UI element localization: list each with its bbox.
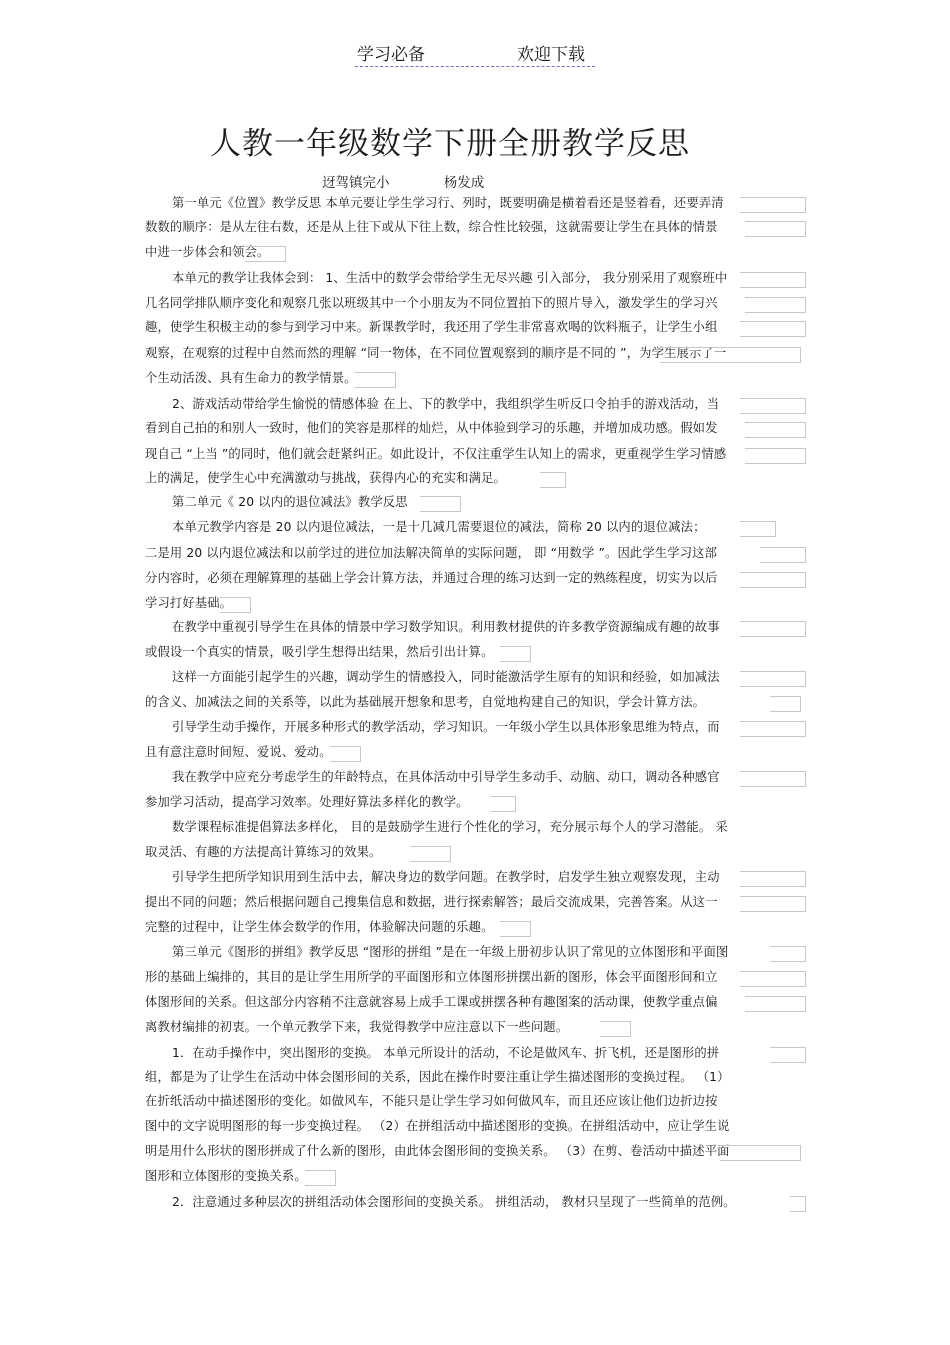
- scan-artifact-box: [740, 971, 806, 987]
- scan-artifact-box: [790, 1196, 806, 1212]
- scan-artifact-box: [745, 996, 806, 1012]
- scan-artifact-box: [745, 221, 806, 237]
- scan-artifact-box: [740, 671, 806, 687]
- scan-artifact-box: [740, 272, 806, 288]
- scan-artifact-box: [540, 472, 566, 488]
- paragraph-line: 2．注意通过多种层次的拼组活动体会图形间的变换关系。 拼组活动， 教材只呈现了一些简单的范例。: [172, 1195, 736, 1209]
- paragraph-line: 趣，使学生积极主动的参与到学习中来。新课教学时，我还用了学生非常喜欢喝的饮料瓶子，让学生小组: [145, 320, 718, 334]
- scan-artifact-box: [600, 1021, 631, 1037]
- paragraph-line: 明是用什么形状的图形拼成了什么新的图形，由此体会图形间的变换关系。 （3）在剪、卷活动中描述平面: [145, 1144, 730, 1158]
- scan-artifact-box: [245, 246, 286, 262]
- paragraph-line: 看到自己拍的和别人一致时，他们的笑容是那样的灿烂，从中体验到学习的乐趣，并增加成功感。假如发: [145, 421, 718, 435]
- scan-artifact-box: [740, 521, 776, 537]
- paragraph-line: 2、游戏活动带给学生愉悦的情感体验 在上、下的教学中，我组织学生听反口令拍手的游戏活动，当: [172, 397, 720, 411]
- paragraph-line: 引导学生把所学知识用到生活中去，解决身边的数学问题。在教学时，启发学生独立观察发现，主动: [172, 870, 720, 884]
- paragraph-line: 数学课程标准提倡算法多样化， 目的是鼓励学生进行个性化的学习，充分展示每个人的学习潜能。 采: [172, 820, 728, 834]
- paragraph-line: 本单元教学内容是 20 以内退位减法，一是十几减几需要退位的减法，简称 20 以内的退位减法；: [172, 520, 706, 534]
- paragraph-line: 图中的文字说明图形的每一步变换过程。 （2）在拼组活动中描述图形的变换。在拼组活动中，应让学生说: [145, 1119, 730, 1133]
- author-school: 迓驾镇完小: [322, 175, 390, 191]
- scan-artifact-box: [770, 946, 806, 962]
- paragraph-line: 参加学习活动，提高学习效率。处理好算法多样化的教学。: [145, 795, 469, 809]
- paragraph-line: 在教学中重视引导学生在具体的情景中学习数学知识。利用教材提供的许多教学资源编成有趣的故事: [172, 620, 720, 634]
- document-title: 人教一年级数学下册全册教学反思: [210, 126, 690, 162]
- paragraph-line: 观察，在观察的过程中自然而然的理解 “同一物体，在不同位置观察到的顺序是不同的 ”，为学生展示了一: [145, 346, 727, 360]
- paragraph-line: 体图形间的关系。但这部分内容稍不注意就容易上成手工课或拼摆各种有趣图案的活动课，使教学重点偏: [145, 995, 718, 1009]
- scan-artifact-box: [660, 347, 801, 363]
- scan-artifact-box: [420, 496, 461, 512]
- scan-artifact-box: [220, 597, 251, 613]
- paragraph-line: 在折纸活动中描述图形的变化。如做风车，不能只是让学生学习如何做风车，而且还应该让他们边折边按: [145, 1094, 718, 1108]
- paragraph-line: 或假设一个真实的情景，吸引学生想得出结果，然后引出计算。: [145, 645, 494, 659]
- paragraph-line: 1．在动手操作中，突出图形的变换。 本单元所设计的活动，不论是做风车、折飞机，还是图形的拼: [172, 1046, 720, 1060]
- scan-artifact-box: [740, 321, 806, 337]
- paragraph-line: 取灵活、有趣的方法提高计算练习的效果。: [145, 845, 382, 859]
- scan-artifact-box: [770, 1047, 806, 1063]
- page-header: [355, 40, 595, 67]
- paragraph-line: 组，都是为了让学生在活动中体会图形间的关系，因此在操作时要注重让学生描述图形的变换过程。 （1）: [145, 1070, 730, 1084]
- scan-artifact-box: [410, 846, 451, 862]
- header-right-text: 欢迎下载: [517, 45, 585, 65]
- scan-artifact-box: [740, 398, 806, 414]
- scan-artifact-box: [305, 1170, 336, 1186]
- paragraph-line: 二是用 20 以内退位减法和以前学过的进位加法解决简单的实际问题， 即 “用数学 ”。因此学生学习这部: [145, 546, 718, 560]
- header-left-text: 学习必备: [357, 45, 425, 65]
- scan-artifact-box: [740, 871, 806, 887]
- paragraph-line: 本单元的教学让我体会到： 1、生活中的数学会带给学生无尽兴趣 引入部分， 我分别采用了观察班中: [172, 271, 728, 285]
- scan-artifact-box: [740, 197, 806, 213]
- paragraph-line: 且有意注意时间短、爱说、爱动。: [145, 745, 332, 759]
- paragraph-line: 图形和立体图形的变换关系。: [145, 1169, 307, 1183]
- scan-artifact-box: [490, 796, 516, 812]
- scan-artifact-box: [355, 372, 396, 388]
- paragraph-line: 完整的过程中，让学生体会数学的作用，体验解决问题的乐趣。: [145, 920, 494, 934]
- paragraph-line: 形的基础上编排的，其目的是让学生用所学的平面图形和立体图形拼摆出新的图形，体会平面图形间和立: [145, 970, 718, 984]
- scan-artifact-box: [720, 1145, 801, 1161]
- paragraph-line: 现自己 “上当 ”的同时，他们就会赶紧纠正。如此设计，不仅注重学生认知上的需求，更重视学生学习情感: [145, 447, 727, 461]
- scan-artifact-box: [770, 696, 801, 712]
- scan-artifact-box: [745, 297, 806, 313]
- paragraph-line: 第二单元《 20 以内的退位减法》教学反思: [172, 495, 408, 509]
- paragraph-line: 第三单元《图形的拼组》教学反思 “图形的拼组 ”是在一年级上册初步认识了常见的立体图形和平面图: [172, 945, 729, 959]
- paragraph-line: 几名同学排队顺序变化和观察几张以班级其中一个小朋友为不同位置拍下的照片导入，激发学生的学习兴: [145, 296, 718, 310]
- paragraph-line: 分内容时，必须在理解算理的基础上学会计算方法，并通过合理的练习达到一定的熟练程度，切实为以后: [145, 571, 718, 585]
- paragraph-line: 离教材编排的初衷。一个单元教学下来，我觉得教学中应注意以下一些问题。: [145, 1020, 569, 1034]
- paragraph-line: 这样一方面能引起学生的兴趣，调动学生的情感投入，同时能激活学生原有的知识和经验，如加减法: [172, 670, 720, 684]
- scan-artifact-box: [740, 896, 806, 912]
- author-name: 杨发成: [443, 175, 485, 191]
- paragraph-line: 提出不同的问题；然后根据问题自己搜集信息和数据，进行探索解答；最后交流成果，完善答案。从这一: [145, 895, 718, 909]
- paragraph-line: 学习打好基础。: [145, 596, 233, 610]
- paragraph-line: 中进一步体会和领会。: [145, 245, 270, 259]
- paragraph-line: 的含义、加减法之间的关系等，以此为基础展开想象和思考，自觉地构建自己的知识，学会计算方法。: [145, 695, 706, 709]
- paragraph-line: 个生动活泼、具有生命力的教学情景。: [145, 371, 357, 385]
- paragraph-line: 引导学生动手操作，开展多种形式的教学活动，学习知识。一年级小学生以具体形象思维为特点，而: [172, 720, 720, 734]
- scan-artifact-box: [740, 721, 806, 737]
- scan-artifact-box: [745, 422, 806, 438]
- scan-artifact-box: [760, 547, 806, 563]
- scan-artifact-box: [740, 621, 806, 637]
- scan-artifact-box: [500, 921, 531, 937]
- paragraph-line: 数数的顺序：是从左往右数，还是从上往下或从下往上数，综合性比较强，这就需要让学生在具体的情景: [145, 220, 718, 234]
- scan-artifact-box: [500, 646, 531, 662]
- paragraph-line: 我在教学中应充分考虑学生的年龄特点，在具体活动中引导学生多动手、动脑、动口，调动各种感官: [172, 770, 720, 784]
- scan-artifact-box: [740, 771, 806, 787]
- scan-artifact-box: [745, 448, 806, 464]
- paragraph-line: 上的满足，使学生心中充满激动与挑战，获得内心的充实和满足。: [145, 471, 506, 485]
- paragraph-line: 第一单元《位置》教学反思 本单元要让学生学习行、列时，既要明确是横着看还是竖着看，还要弄清: [172, 196, 724, 210]
- scan-artifact-box: [740, 572, 806, 588]
- author-line: [322, 171, 534, 191]
- scan-artifact-box: [330, 746, 361, 762]
